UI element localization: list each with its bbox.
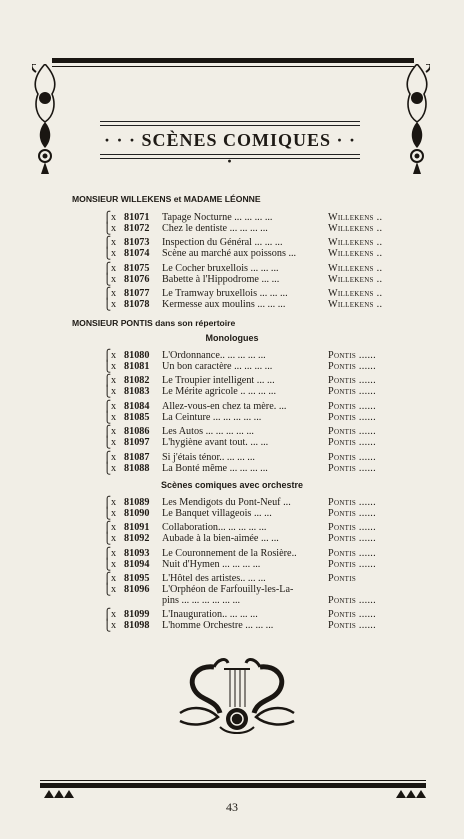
brace-mark: ⎩	[103, 248, 112, 260]
artist-name: Pontis ......	[328, 412, 377, 423]
triangles-ornament-icon	[44, 790, 74, 798]
entry-mark: x	[111, 263, 117, 274]
entry-mark: x	[111, 508, 117, 519]
recording-title: Les Autos ... ... ... ... ...	[162, 426, 254, 437]
recording-title: Collaboration... ... ... ... ...	[162, 522, 267, 533]
floral-pendant-icon	[404, 64, 430, 176]
catalog-number: 81075	[124, 263, 150, 274]
section-heading: MONSIEUR PONTIS dans son répertoire	[72, 318, 236, 328]
catalog-number: 81073	[124, 237, 150, 248]
brace-mark: ⎧	[103, 375, 112, 387]
artist-name: Pontis ......	[328, 463, 377, 474]
entry-mark: x	[111, 584, 117, 595]
artist-name: Pontis	[328, 573, 357, 584]
artist-name: Willekens ..	[328, 212, 383, 223]
brace-mark: ⎩	[103, 361, 112, 373]
recording-title: Babette à l'Hippodrome ... ...	[162, 274, 280, 285]
brace-mark: ⎩	[103, 533, 112, 545]
entry-mark: x	[111, 248, 117, 259]
recording-title: Kermesse aux moulins ... ... ...	[162, 299, 286, 310]
catalog-number: 81088	[124, 463, 150, 474]
brace-mark: ⎧	[103, 401, 112, 413]
entry-mark: x	[111, 299, 117, 310]
section-heading: MONSIEUR WILLEKENS et MADAME LÉONNE	[72, 194, 261, 204]
catalog-number: 81085	[124, 412, 150, 423]
brace-mark: ⎧	[103, 288, 112, 300]
top-rule-thin	[52, 66, 414, 67]
bottom-rule	[40, 783, 426, 788]
recording-title: Tapage Nocturne ... ... ... ...	[162, 212, 273, 223]
entry-mark: x	[111, 375, 117, 386]
catalog-entry	[0, 595, 464, 607]
catalog-entry	[0, 437, 464, 449]
brace-mark: ⎧	[103, 497, 112, 509]
artist-name: Pontis ......	[328, 350, 377, 361]
catalog-number: 81077	[124, 288, 150, 299]
artist-name: Willekens ..	[328, 237, 383, 248]
artist-name: Willekens ..	[328, 248, 383, 259]
artist-name: Pontis ......	[328, 595, 377, 606]
recording-title: La Ceinture ... ... ... ... ...	[162, 412, 262, 423]
entry-mark: x	[111, 559, 117, 570]
page-title: · · · SCÈNES COMIQUES · · ·	[103, 130, 357, 171]
entry-mark: x	[111, 412, 117, 423]
recording-title: L'Inauguration.. ... ... ...	[162, 609, 258, 620]
catalog-entry	[0, 463, 464, 475]
entry-mark: x	[111, 426, 117, 437]
brace-mark: ⎧	[103, 426, 112, 438]
brace-mark: ⎩	[103, 620, 112, 632]
artist-name: Pontis ......	[328, 401, 377, 412]
catalog-number: 81084	[124, 401, 150, 412]
brace-mark: ⎩	[103, 559, 112, 571]
catalog-number: 81089	[124, 497, 150, 508]
catalog-number: 81072	[124, 223, 150, 234]
entry-mark: x	[111, 223, 117, 234]
catalog-number: 81096	[124, 584, 150, 595]
brace-mark: ⎧	[103, 609, 112, 621]
artist-name: Willekens ..	[328, 288, 383, 299]
artist-name: Pontis ......	[328, 508, 377, 519]
brace-mark: ⎩	[103, 584, 112, 596]
catalog-number: 81099	[124, 609, 150, 620]
recording-title: pins ... ... ... ... ... ...	[162, 595, 241, 606]
brace-mark: ⎩	[103, 508, 112, 520]
floral-pendant-icon	[32, 64, 58, 176]
lyre-ornament-icon	[178, 655, 296, 737]
catalog-entry	[0, 533, 464, 545]
catalog-entry	[0, 508, 464, 520]
entry-mark: x	[111, 609, 117, 620]
entry-mark: x	[111, 350, 117, 361]
recording-title: L'Hôtel des artistes.. ... ...	[162, 573, 266, 584]
entry-mark: x	[111, 401, 117, 412]
catalog-number: 81080	[124, 350, 150, 361]
artist-name: Pontis ......	[328, 386, 377, 397]
recording-title: Inspection du Général ... ... ...	[162, 237, 283, 248]
entry-mark: x	[111, 463, 117, 474]
top-rule	[52, 58, 414, 63]
artist-name: Willekens ..	[328, 223, 383, 234]
bottom-rule-thin	[40, 780, 426, 781]
recording-title: Si j'étais ténor.. ... ... ...	[162, 452, 255, 463]
recording-title: Le Banquet villageois ... ...	[162, 508, 272, 519]
subsection-heading: Scènes comiques avec orchestre	[160, 480, 304, 490]
recording-title: Le Troupier intelligent ... ...	[162, 375, 275, 386]
entry-mark: x	[111, 497, 117, 508]
catalog-number: 81076	[124, 274, 150, 285]
artist-name: Willekens ..	[328, 274, 383, 285]
entry-mark: x	[111, 361, 117, 372]
brace-mark: ⎧	[103, 263, 112, 275]
brace-mark: ⎩	[103, 412, 112, 424]
recording-title: Le Tramway bruxellois ... ... ...	[162, 288, 288, 299]
brace-mark: ⎧	[103, 350, 112, 362]
catalog-entry	[0, 559, 464, 571]
page-number: 43	[226, 800, 238, 814]
catalog-entry	[0, 620, 464, 632]
brace-mark: ⎩	[103, 386, 112, 398]
entry-mark: x	[111, 274, 117, 285]
artist-name: Pontis ......	[328, 533, 377, 544]
catalog-entry	[0, 299, 464, 311]
catalog-entry	[0, 274, 464, 286]
catalog-number: 81092	[124, 533, 150, 544]
brace-mark: ⎧	[103, 548, 112, 560]
recording-title: L'Orphéon de Farfouilly-les-La-	[162, 584, 294, 595]
brace-mark: ⎧	[103, 212, 112, 224]
entry-mark: x	[111, 237, 117, 248]
catalog-number: 81086	[124, 426, 150, 437]
recording-title: Le Cocher bruxellois ... ... ...	[162, 263, 279, 274]
artist-name: Pontis ......	[328, 361, 377, 372]
recording-title: Le Couronnement de la Rosière..	[162, 548, 297, 559]
entry-mark: x	[111, 533, 117, 544]
recording-title: Aubade à la bien-aimée ... ...	[162, 533, 279, 544]
recording-title: Un bon caractère ... ... ... ...	[162, 361, 273, 372]
catalog-number: 81074	[124, 248, 150, 259]
catalog-entry	[0, 223, 464, 235]
artist-name: Pontis ......	[328, 609, 377, 620]
brace-mark: ⎩	[103, 299, 112, 311]
catalog-entry	[0, 386, 464, 398]
brace-mark: ⎩	[103, 223, 112, 235]
catalog-entry	[0, 412, 464, 424]
catalog-number: 81095	[124, 573, 150, 584]
catalog-number: 81093	[124, 548, 150, 559]
entry-mark: x	[111, 573, 117, 584]
catalog-number: 81094	[124, 559, 150, 570]
recording-title: Scène au marché aux poissons ...	[162, 248, 297, 259]
recording-title: Chez le dentiste ... ... ... ...	[162, 223, 268, 234]
triangles-ornament-icon	[396, 790, 426, 798]
catalog-number: 81091	[124, 522, 150, 533]
entry-mark: x	[111, 522, 117, 533]
artist-name: Pontis ......	[328, 375, 377, 386]
artist-name: Pontis ......	[328, 620, 377, 631]
brace-mark: ⎧	[103, 452, 112, 464]
brace-mark: ⎧	[103, 522, 112, 534]
brace-mark: ⎩	[103, 274, 112, 286]
entry-mark: x	[111, 437, 117, 448]
title-box	[100, 121, 360, 171]
catalog-number: 81090	[124, 508, 150, 519]
artist-name: Pontis ......	[328, 559, 377, 570]
entry-mark: x	[111, 620, 117, 631]
subsection-heading: Monologues	[205, 333, 259, 343]
recording-title: Le Mérite agricole .. ... ... ...	[162, 386, 277, 397]
recording-title: La Bonté même ... ... ... ...	[162, 463, 268, 474]
catalog-number: 81083	[124, 386, 150, 397]
catalog-number: 81078	[124, 299, 150, 310]
brace-mark: ⎧	[103, 237, 112, 249]
catalog-number: 81082	[124, 375, 150, 386]
entry-mark: x	[111, 386, 117, 397]
artist-name: Willekens ..	[328, 299, 383, 310]
entry-mark: x	[111, 212, 117, 223]
brace-mark: ⎩	[103, 437, 112, 449]
catalog-number: 81071	[124, 212, 150, 223]
catalog-number: 81098	[124, 620, 150, 631]
entry-mark: x	[111, 548, 117, 559]
catalog-number: 81081	[124, 361, 150, 372]
entry-mark: x	[111, 452, 117, 463]
artist-name: Willekens ..	[328, 263, 383, 274]
entry-mark: x	[111, 288, 117, 299]
artist-name: Pontis ......	[328, 548, 377, 559]
recording-title: Allez-vous-en chez ta mère. ...	[162, 401, 287, 412]
catalog-entry	[0, 361, 464, 373]
catalog-number: 81097	[124, 437, 150, 448]
artist-name: Pontis ......	[328, 452, 377, 463]
recording-title: L'hygiène avant tout. ... ...	[162, 437, 269, 448]
artist-name: Pontis ......	[328, 426, 377, 437]
recording-title: Nuit d'Hymen ... ... ... ...	[162, 559, 261, 570]
artist-name: Pontis ......	[328, 437, 377, 448]
catalog-number: 81087	[124, 452, 150, 463]
artist-name: Pontis ......	[328, 497, 377, 508]
recording-title: L'Ordonnance.. ... ... ... ...	[162, 350, 266, 361]
recording-title: Les Mendigots du Pont-Neuf ...	[162, 497, 291, 508]
brace-mark: ⎩	[103, 463, 112, 475]
artist-name: Pontis ......	[328, 522, 377, 533]
recording-title: L'homme Orchestre ... ... ...	[162, 620, 274, 631]
brace-mark: ⎧	[103, 573, 112, 585]
catalog-entry	[0, 248, 464, 260]
